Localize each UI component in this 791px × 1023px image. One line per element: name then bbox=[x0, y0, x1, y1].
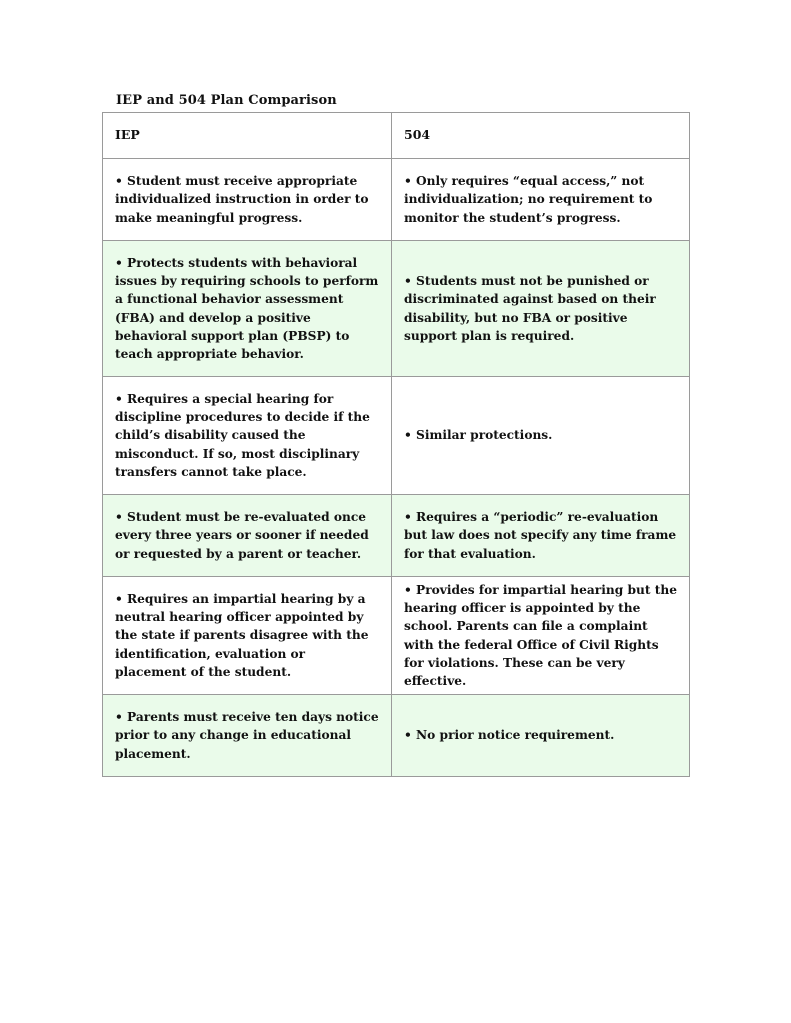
comparison-table bbox=[102, 112, 690, 777]
504-cell: • Provides for impartial hearing but the hearing officer is appointed by the school. Parents can file a complaint with the federal Office of Civil Rights for violations. These can be very effective. bbox=[392, 577, 690, 695]
table-row bbox=[103, 377, 690, 495]
column-header-iep: IEP bbox=[103, 113, 392, 159]
iep-cell: • Requires a special hearing for discipline procedures to decide if the child’s disability caused the misconduct. If so, most disciplinary transfers cannot take place. bbox=[103, 377, 392, 495]
table-row bbox=[103, 577, 690, 695]
504-cell: • Students must not be punished or discriminated against based on their disability, but no FBA or positive support plan is required. bbox=[392, 241, 690, 377]
table-row bbox=[103, 695, 690, 777]
504-cell: • Only requires “equal access,” not individualization; no requirement to monitor the student’s progress. bbox=[392, 159, 690, 241]
table-header-row bbox=[103, 113, 690, 159]
column-header-504: 504 bbox=[392, 113, 690, 159]
iep-cell: • Student must receive appropriate individualized instruction in order to make meaningful progress. bbox=[103, 159, 392, 241]
table-row bbox=[103, 159, 690, 241]
table-row bbox=[103, 495, 690, 577]
504-cell: • No prior notice requirement. bbox=[392, 695, 690, 777]
iep-cell: • Protects students with behavioral issues by requiring schools to perform a functional behavior assessment (FBA) and develop a positive behavioral support plan (PBSP) to teach appropriate behavior. bbox=[103, 241, 392, 377]
iep-cell: • Student must be re-evaluated once every three years or sooner if needed or requested by a parent or teacher. bbox=[103, 495, 392, 577]
504-cell: • Requires a “periodic” re-evaluation but law does not specify any time frame for that evaluation. bbox=[392, 495, 690, 577]
table-row bbox=[103, 241, 690, 377]
iep-cell: • Requires an impartial hearing by a neutral hearing officer appointed by the state if parents disagree with the identification, evaluation or placement of the student. bbox=[103, 577, 392, 695]
iep-cell: • Parents must receive ten days notice prior to any change in educational placement. bbox=[103, 695, 392, 777]
504-cell: • Similar protections. bbox=[392, 377, 690, 495]
document-title: IEP and 504 Plan Comparison bbox=[116, 93, 337, 108]
